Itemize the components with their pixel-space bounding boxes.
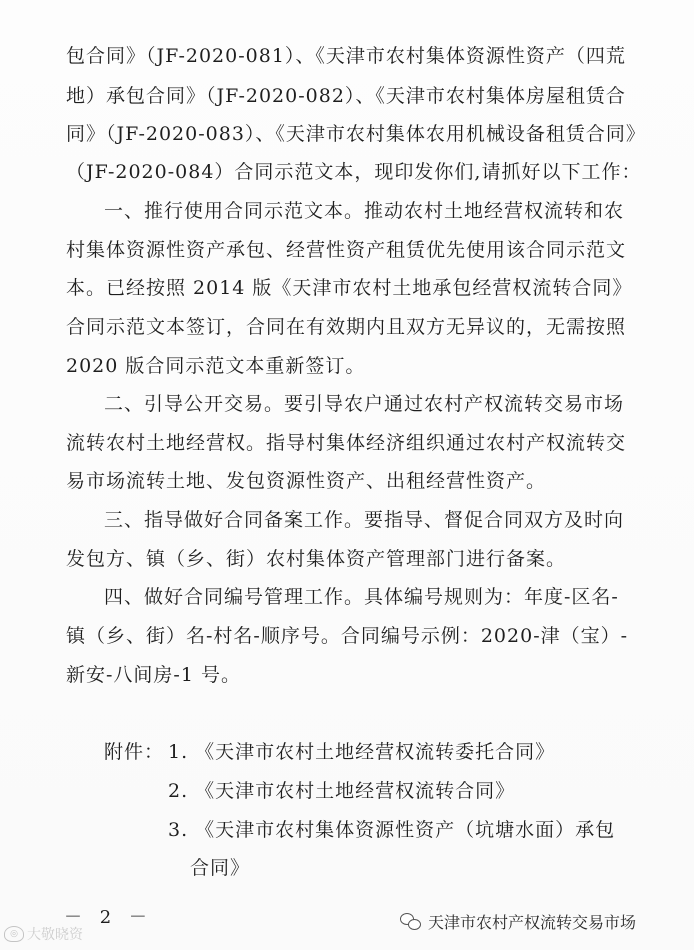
section-3-line-2: 发包方、镇（乡、街）农村集体资产管理部门进行备案。 [66,548,567,570]
section-4-line-2: 镇（乡、街）名-村名-顺序号。合同编号示例：2020-津（宝）- [66,625,629,647]
section-4-line-1: 四、做好合同编号管理工作。具体编号规则为：年度-区名- [104,586,619,608]
attachment-item-3: 3. 《天津市农村集体资源性资产（坑塘水面）承包 [168,819,616,841]
section-1-line-1: 一、推行使用合同示范文本。推动农村土地经营权流转和农 [104,200,625,222]
watermark-text: 大敬晓资 [27,927,83,943]
section-1-line-4: 合同示范文本签订，合同在有效期内且双方无异议的，无需按照 [66,316,627,338]
section-4-line-3: 新安-八间房-1 号。 [66,664,241,686]
watermark [4,924,83,944]
attachments-label: 附件： [104,741,165,763]
body-line-4: （JF-2020-084）合同示范文本，现印发你们,请抓好以下工作： [66,161,642,183]
body-line-3: 同》（JF-2020-083）、《天津市农村集体农用机械设备租赁合同》 [66,123,646,145]
watermark-logo-icon: ◎ [4,926,24,942]
section-2-line-3: 易市场流转土地、发包资源性资产、出租经营性资产。 [66,470,547,492]
account-name: 天津市农村产权流转交易市场 [428,913,637,932]
attachment-item-1: 1. 《天津市农村土地经营权流转委托合同》 [168,741,556,763]
wechat-icon [400,913,422,931]
attachment-item-3-continuation: 合同》 [190,857,251,879]
attachment-item-2: 2. 《天津市农村土地经营权流转合同》 [168,780,516,802]
section-1-line-3: 本。已经按照 2014 版《天津市农村土地承包经营权流转合同》 [66,277,633,299]
section-2-line-2: 流转农村土地经营权。指导村集体经济组织通过农村产权流转交 [66,432,627,454]
section-1-line-5: 2020 版合同示范文本重新签订。 [66,355,366,377]
section-1-line-2: 村集体资源性资产承包、经营性资产租赁优先使用该合同示范文 [66,239,627,261]
body-line-1: 包合同》（JF-2020-081）、《天津市农村集体资源性资产（四荒 [66,45,626,67]
section-2-line-1: 二、引导公开交易。要引导农户通过农村产权流转交易市场 [104,393,625,415]
body-line-2: 地）承包合同》（JF-2020-082）、《天津市农村集体房屋租赁合 [66,85,626,107]
wechat-account-badge [400,910,636,933]
section-3-line-1: 三、指导做好合同备案工作。要指导、督促合同双方及时向 [104,509,625,531]
page-number: － 2 － [64,907,153,928]
